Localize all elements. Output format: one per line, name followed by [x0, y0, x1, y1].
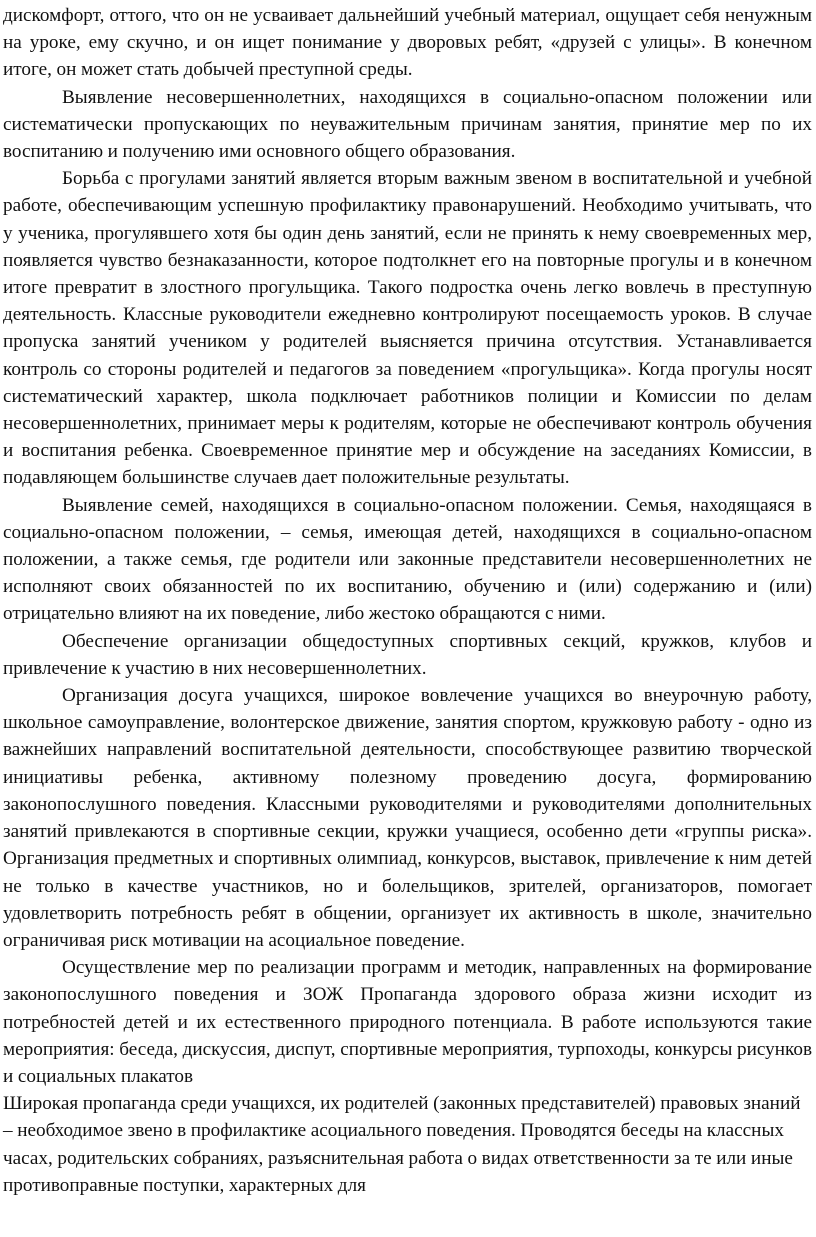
paragraph-2: Выявление несовершеннолетних, находящихся в социально-опасном положении или систематически пропускающих по неуважительным причинам занятия, принятие мер по их воспитанию и получению ими основного общего образования. [3, 86, 812, 163]
paragraph-1: дискомфорт, оттого, что он не усваивает дальнейший учебный материал, ощущает себя ненужным на уроке, ему скучно, и он ищет понимание у дворовых ребят, «друзей с улицы». В конечном итоге, он может стать добычей преступной среды. [3, 5, 812, 81]
paragraph-6: Организация досуга учащихся, широкое вовлечение учащихся во внеурочную работу, школьное самоуправление, волонтерское движение, занятия спортом, кружковую работу - одно из важнейших направлений воспитательной деятельности, способствующее развитию творческой инициативы ребенка, активному полезному проведению досуга, формированию законопослушного поведения. Классными руководителями и руководителями дополнительных занятий привлекаются в спортивные секции, кружки учащиеся, особенно дети «группы риска». Организация предметных и спортивных олимпиад, конкурсов, выставок, привлечение к ним детей не только в качестве участников, но и болельщиков, зрителей, организаторов, помогает удовлетворить потребность ребят в общении, организует их активность в школе, значительно ограничивая риск мотивации на асоциальное поведение. [3, 685, 812, 951]
paragraph-3: Борьба с прогулами занятий является вторым важным звеном в воспитательной и учебной работе, обеспечивающим успешную профилактику правонарушений. Необходимо учитывать, что у ученика, прогулявшего хотя бы один день занятий, если не принять к нему своевременных мер, появляется чувство безнаказанности, которое подтолкнет его на повторные прогулы и в конечном итоге превратит в злостного прогульщика. Такого подростка очень легко вовлечь в преступную деятельность. Классные руководители ежедневно контролируют посещаемость уроков. В случае пропуска занятий учеником у родителей выясняется причина отсутствия. Устанавливается контроль со стороны родителей и педагогов за поведением «прогульщика». Когда прогулы носят систематический характер, школа подключает работников полиции и Комиссии по делам несовершеннолетних, принимает меры к родителям, которые не обеспечивают контроль обучения и воспитания ребенка. Своевременное принятие мер и обсуждение на заседаниях Комиссии, в подавляющем большинстве случаев дает положительные результаты. [3, 168, 812, 489]
paragraph-5: Обеспечение организации общедоступных спортивных секций, кружков, клубов и привлечение к участию в них несовершеннолетних. [3, 630, 812, 679]
paragraph-7: Осуществление мер по реализации программ и методик, направленных на формирование законопослушного поведения и ЗОЖ Пропаганда здорового образа жизни исходит из потребностей детей и их естественного природного потенциала. В работе используются такие мероприятия: беседа, дискуссия, диспут, спортивные мероприятия, турпоходы, конкурсы рисунков и социальных плакатов [3, 957, 812, 1087]
paragraph-4: Выявление семей, находящихся в социально-опасном положении. Семья, находящаяся в социально-опасном положении, – семья, имеющая детей, находящихся в социально-опасном положении, а также семья, где родители или законные представители несовершеннолетних не исполняют своих обязанностей по их воспитанию, обучению и (или) содержанию и (или) отрицательно влияют на их поведение, либо жестоко обращаются с ними. [3, 494, 812, 625]
paragraph-8: Широкая пропаганда среди учащихся, их родителей (законных представителей) правовых знаний – необходимое звено в профилактике асоциального поведения. Проводятся беседы на классных часах, родительских собраниях, разъяснительная работа о видах ответственности за те или иные противоправные поступки, характерных для [3, 1093, 801, 1196]
